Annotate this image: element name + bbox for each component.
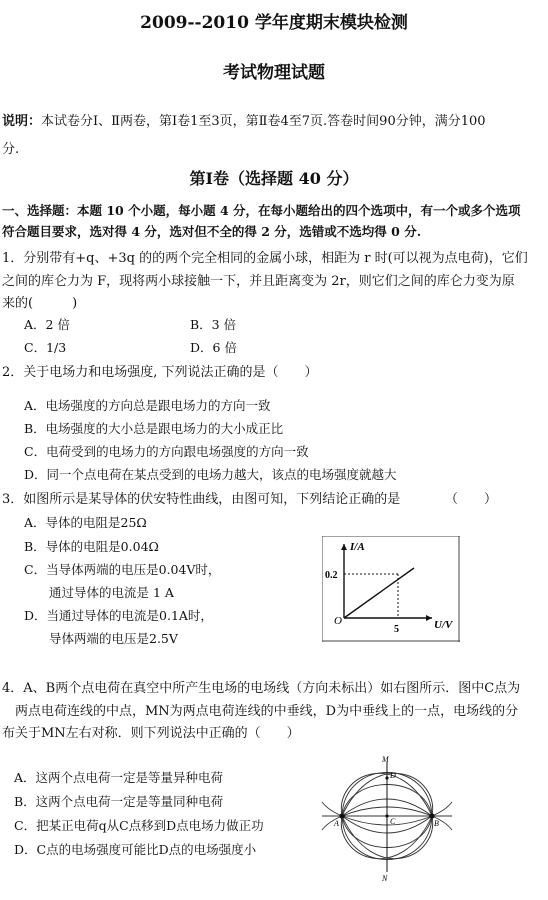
charge-a <box>339 813 344 818</box>
q1-option-c: C．1/3 <box>24 340 67 355</box>
q3-option-d: D．当通过导体的电流是0.1A时， <box>24 608 213 623</box>
q3-option-b: B．导体的电阻是0.04Ω <box>24 539 159 554</box>
u-axis-label: U/V <box>434 619 453 631</box>
q4-option-c: C．把某正电荷q从C点移到D点电场力做正功 <box>14 818 264 833</box>
q2-line1: 2．关于电场力和电场强度, 下列说法正确的是（ ） <box>2 365 318 380</box>
label-m: M <box>382 755 389 764</box>
q3-answer-paren: （ ） <box>445 492 498 507</box>
label-c: C <box>390 817 396 826</box>
instructions-line2: 分. <box>2 142 20 157</box>
instructions-text: 本试卷分Ⅰ、Ⅱ两卷，第Ⅰ卷1至3页，第Ⅱ卷4至7页.答卷时间90分钟，满分100 <box>41 114 486 129</box>
q4-option-d: D．C点的电场强度可能比D点的电场强度小 <box>14 842 257 857</box>
section-title: 第Ⅰ卷（选择题 40 分） <box>189 169 359 188</box>
label-b: B <box>434 819 439 828</box>
section-instruction-line2: 符合题目要求，选对得 4 分，选对但不全的得 2 分，选错或不选均得 0 分. <box>2 224 422 239</box>
label-n: N <box>382 874 388 882</box>
instructions-label: 说明： <box>2 114 42 129</box>
q1-line3: 来的( ) <box>2 296 78 311</box>
q2-option-c: C．电荷受到的电场力的方向跟电场强度的方向一致 <box>24 444 309 459</box>
point-c <box>385 814 388 817</box>
q3-option-c: C．当导体两端的电压是0.04V时， <box>24 562 221 577</box>
q1-option-a: A．2 倍 <box>24 317 70 332</box>
q1-line2: 之间的库仑力为 F，现将两小球接触一下，并且距离变为 2r，则它们之间的库仑力变为原 <box>2 274 515 289</box>
q2-option-b: B．电场强度的大小总是跟电场力的大小成正比 <box>24 421 284 436</box>
q4-line2: 两点电荷连线的中点，MN为两点电荷连线的中垂线，D为中垂线上的一点，电场线的分 <box>2 704 519 719</box>
label-d: D <box>390 771 396 780</box>
q1-line1: 1．分别带有+q、+3q 的的两个完全相同的金属小球，相距为 r 时(可以视为点电荷)，它们 <box>2 251 528 266</box>
instructions-line1 <box>2 110 486 129</box>
q3-option-d-cont: 导体两端的电压是2.5V <box>24 631 178 646</box>
q1-option-b: B．3 倍 <box>190 317 237 332</box>
q4-line1: 4．A、B两个点电荷在真空中所产生电场的电场线（方向未标出）如右图所示．图中C点为 <box>2 681 521 696</box>
u-tick-label: 5 <box>394 624 399 635</box>
q2-option-a: A．电场强度的方向总是跟电场力的方向一致 <box>24 398 271 413</box>
q2-option-d: D．同一个点电荷在某点受到的电场力越大，该点的电场强度就越大 <box>24 467 397 482</box>
q1-option-d: D．6 倍 <box>190 340 237 355</box>
q3-line1: 3．如图所示是某导体的伏安特性曲线，由图可知，下列结论正确的是 <box>2 492 401 507</box>
section-instruction-line1: 一、选择题：本题 10 个小题，每小题 4 分，在每小题给出的四个选项中，有一个或多个选项 <box>2 203 521 218</box>
q4-line3: 布关于MN左右对称．则下列说法中正确的（ ） <box>2 726 300 741</box>
i-axis-label: I/A <box>350 541 365 553</box>
electric-field-diagram <box>320 754 454 882</box>
origin-label: O <box>334 615 342 627</box>
i-axis-arrow <box>341 544 347 550</box>
q4-option-b: B．这两个点电荷一定是等量同种电荷 <box>14 794 224 809</box>
point-d <box>385 776 388 779</box>
iu-characteristic-graph <box>322 536 460 642</box>
label-a: A <box>334 819 339 828</box>
i-tick-label: 0.2 <box>325 570 338 581</box>
exam-title: 2009--2010 学年度期末模块检测 <box>140 13 408 33</box>
iu-line <box>344 568 414 618</box>
q4-option-a: A．这两个点电荷一定是等量异种电荷 <box>14 770 224 785</box>
u-axis-arrow <box>426 615 432 621</box>
charge-b <box>429 813 434 818</box>
exam-subtitle: 考试物理试题 <box>223 63 325 83</box>
q3-option-a: A．导体的电阻是25Ω <box>24 515 147 530</box>
q3-option-c-cont: 通过导体的电流是 1 A <box>24 585 174 600</box>
